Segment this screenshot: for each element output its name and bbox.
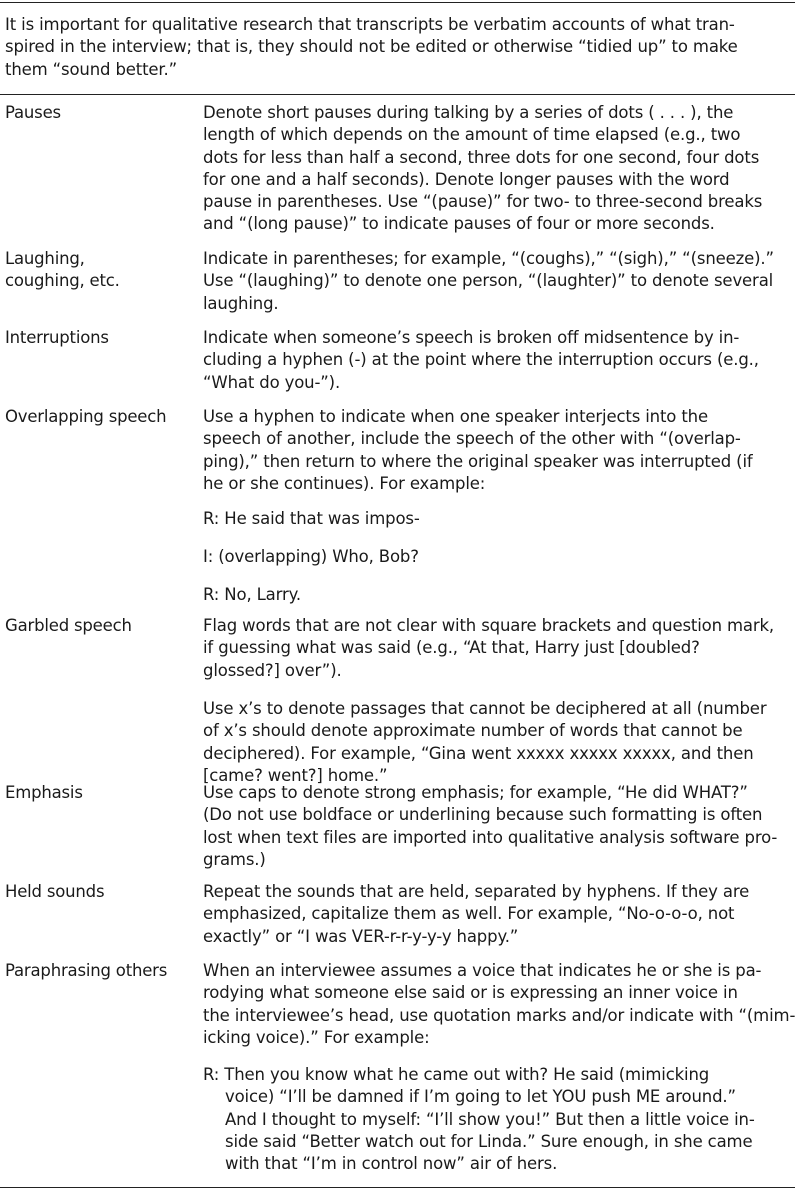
term-emphasis bbox=[5, 782, 195, 804]
text-line: Laughing, bbox=[5, 249, 85, 268]
text-line: exactly” or “I was VER-r-r-y-y-y happy.” bbox=[203, 926, 519, 946]
bottom-rule bbox=[0, 1187, 795, 1188]
text-line: them “sound better.” bbox=[5, 59, 178, 79]
text-line: Pauses bbox=[5, 103, 61, 122]
desc-paraphrasing-text bbox=[203, 960, 795, 1049]
text-line: icking voice).” For example: bbox=[203, 1027, 430, 1047]
top-rule bbox=[0, 2, 795, 3]
header-rule bbox=[0, 94, 795, 95]
desc-held bbox=[203, 881, 789, 948]
desc-pauses bbox=[203, 102, 789, 236]
text-line: Use “(laughing)” to denote one person, “(laughter)” to denote several bbox=[203, 271, 774, 291]
term-laughing bbox=[5, 248, 195, 293]
text-line: Repeat the sounds that are held, separated by hyphens. If they are bbox=[203, 882, 750, 901]
text-line: with that “I’m in control now” air of hers. bbox=[225, 1154, 558, 1174]
desc-overlapping-text bbox=[203, 406, 789, 495]
desc-interruptions bbox=[203, 327, 789, 394]
text-line: rodying what someone else said or is expressing an inner voice in bbox=[203, 983, 738, 1003]
text-line: glossed?] over”). bbox=[203, 660, 342, 680]
text-line: Garbled speech bbox=[5, 616, 132, 635]
paraphrasing-example bbox=[203, 1064, 789, 1175]
text-line: And I thought to myself: “I’ll show you!” But then a little voice in- bbox=[225, 1109, 755, 1129]
text-line: Emphasis bbox=[5, 783, 83, 802]
text-line: When an interviewee assumes a voice that indicates he or she is pa- bbox=[203, 961, 762, 980]
text-line: Use caps to denote strong emphasis; for example, “He did WHAT?” bbox=[203, 783, 748, 802]
text-line: pause in parentheses. Use “(pause)” for two- to three-second breaks bbox=[203, 192, 763, 212]
text-line: Indicate in parentheses; for example, “(coughs),” “(sigh),” “(sneeze).” bbox=[203, 249, 774, 268]
text-line: Overlapping speech bbox=[5, 407, 167, 426]
text-line: ping),” then return to where the original speaker was interrupted (if bbox=[203, 451, 753, 471]
example-line-3: R: No, Larry. bbox=[203, 585, 301, 604]
text-line: and “(long pause)” to indicate pauses of four or more seconds. bbox=[203, 214, 715, 234]
example-line-2: I: (overlapping) Who, Bob? bbox=[203, 547, 419, 566]
intro-paragraph bbox=[5, 14, 785, 81]
desc-emphasis bbox=[203, 782, 789, 871]
text-line: Flag words that are not clear with square brackets and question mark, bbox=[203, 616, 775, 635]
term-pauses bbox=[5, 102, 195, 124]
text-line: he or she continues). For example: bbox=[203, 473, 486, 493]
text-line: Indicate when someone’s speech is broken off midsentence by in- bbox=[203, 328, 740, 347]
text-line: spired in the interview; that is, they should not be edited or otherwise “tidied up” to make bbox=[5, 37, 738, 57]
text-line: of x’s should denote approximate number of words that cannot be bbox=[203, 721, 743, 741]
text-line: deciphered). For example, “Gina went xxxxx xxxxx xxxxx, and then bbox=[203, 743, 754, 763]
text-line: [came? went?] home.” bbox=[203, 765, 388, 785]
text-line: if guessing what was said (e.g., “At that, Harry just [doubled? bbox=[203, 638, 700, 658]
example-line-1: R: He said that was impos- bbox=[203, 509, 420, 528]
text-line: coughing, etc. bbox=[5, 271, 120, 291]
text-line: emphasized, capitalize them as well. For example, “No-o-o-o, not bbox=[203, 904, 735, 924]
text-line: grams.) bbox=[203, 849, 266, 869]
text-line: dots for less than half a second, three dots for one second, four dots bbox=[203, 147, 760, 167]
text-line: Held sounds bbox=[5, 882, 105, 901]
term-held bbox=[5, 881, 195, 903]
text-line: R: Then you know what he came out with? He said (mimicking bbox=[203, 1065, 710, 1084]
text-line: the interviewee’s head, use quotation marks and/or indicate with “(mim- bbox=[203, 1005, 795, 1025]
term-garbled bbox=[5, 615, 195, 637]
text-line: side said “Better watch out for Linda.” Sure enough, in she came bbox=[225, 1131, 753, 1151]
text-line: laughing. bbox=[203, 293, 279, 313]
term-paraphrasing bbox=[5, 960, 195, 982]
text-line: It is important for qualitative research that transcripts be verbatim accounts of what tran- bbox=[5, 15, 735, 34]
text-line: voice) “I’ll be damned if I’m going to let YOU push ME around.” bbox=[225, 1087, 736, 1107]
text-line: Denote short pauses during talking by a series of dots ( . . . ), the bbox=[203, 103, 734, 122]
term-interruptions bbox=[5, 327, 195, 349]
text-line: length of which depends on the amount of time elapsed (e.g., two bbox=[203, 125, 741, 145]
desc-garbled-p2 bbox=[203, 698, 789, 787]
text-line: Use x’s to denote passages that cannot be deciphered at all (number bbox=[203, 699, 767, 718]
desc-garbled-p1 bbox=[203, 615, 789, 682]
text-line: Paraphrasing others bbox=[5, 961, 168, 980]
text-line: for one and a half seconds). Denote longer pauses with the word bbox=[203, 169, 730, 189]
term-overlapping bbox=[5, 406, 195, 428]
text-line: “What do you-”). bbox=[203, 372, 341, 392]
text-line: Interruptions bbox=[5, 328, 109, 347]
text-line: (Do not use boldface or underlining because such formatting is often bbox=[203, 805, 763, 825]
desc-laughing bbox=[203, 248, 789, 315]
text-line: lost when text files are imported into qualitative analysis software pro- bbox=[203, 827, 778, 847]
text-line: Use a hyphen to indicate when one speaker interjects into the bbox=[203, 407, 708, 426]
text-line: cluding a hyphen (-) at the point where the interruption occurs (e.g., bbox=[203, 350, 759, 370]
text-line: speech of another, include the speech of the other with “(overlap- bbox=[203, 429, 741, 449]
